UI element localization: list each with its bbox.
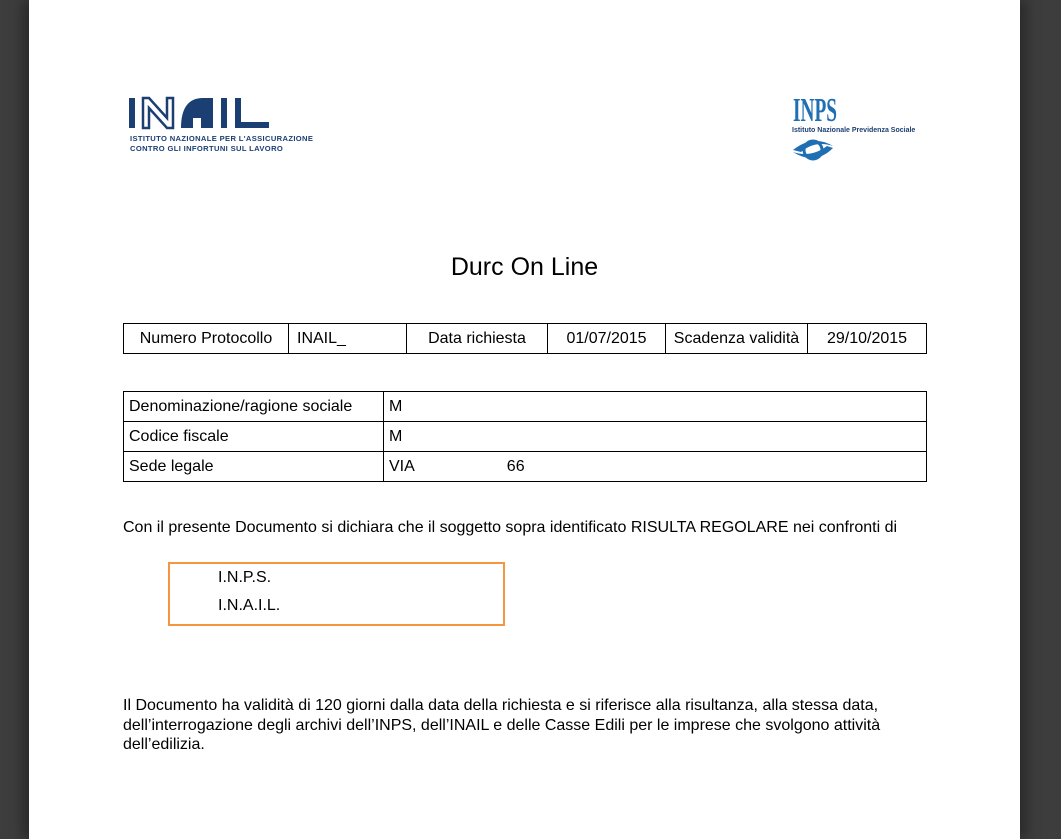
entities-highlight-box	[168, 562, 505, 626]
validity-paragraph: Il Documento ha validità di 120 giorni dalla data della richiesta e si riferisce alla risultanza, alla stessa data, dell’interrogazione degli archivi dell’INPS, dell’INAIL e delle Casse Edili per le imprese che svolgono attività dell’edilizia.	[123, 697, 881, 753]
data-richiesta-label: Data richiesta	[407, 324, 548, 354]
denominazione-label: Denominazione/ragione sociale	[124, 392, 384, 422]
document-title: Durc On Line	[450, 253, 599, 281]
numero-protocollo-value: INAIL_	[289, 324, 407, 354]
inps-logo-wordmark: INPS	[793, 92, 837, 129]
company-table	[123, 391, 927, 482]
inps-subtitle: Istituto Nazionale Previdenza Sociale	[792, 127, 916, 134]
table-row	[124, 324, 927, 354]
scadenza-validita-label: Scadenza validità	[666, 324, 808, 354]
entity-inail: I.N.A.I.L.	[218, 597, 281, 614]
entity-inps: I.N.P.S.	[218, 569, 272, 586]
denominazione-text: M	[389, 397, 403, 415]
table-row	[124, 392, 927, 422]
codice-fiscale-label: Codice fiscale	[124, 422, 384, 452]
table-row	[124, 452, 927, 482]
document-page	[29, 0, 1020, 839]
numero-protocollo-label: Numero Protocollo	[124, 324, 289, 354]
protocol-table	[123, 323, 927, 354]
inail-subtitle	[130, 134, 313, 154]
inail-subtitle-line1: ISTITUTO NAZIONALE PER L'ASSICURAZIONE	[130, 134, 314, 143]
sede-legale-label: Sede legale	[124, 452, 384, 482]
table-row	[124, 422, 927, 452]
inps-logo	[789, 88, 929, 164]
data-richiesta-value: 01/07/2015	[548, 324, 666, 354]
codice-fiscale-value	[384, 422, 927, 452]
sede-legale-number: 66	[506, 457, 525, 475]
sede-legale-value	[384, 452, 927, 482]
codice-fiscale-text: M	[389, 427, 403, 445]
regularity-statement: Con il presente Documento si dichiara che il soggetto sopra identificato RISULTA REGOLARE nei confronti di	[123, 519, 898, 536]
denominazione-value	[384, 392, 927, 422]
sede-legale-text: VIA	[389, 457, 415, 475]
inail-subtitle-line2: CONTRO GLI INFORTUNI SUL LAVORO	[130, 144, 284, 153]
scadenza-validita-value: 29/10/2015	[808, 324, 927, 354]
